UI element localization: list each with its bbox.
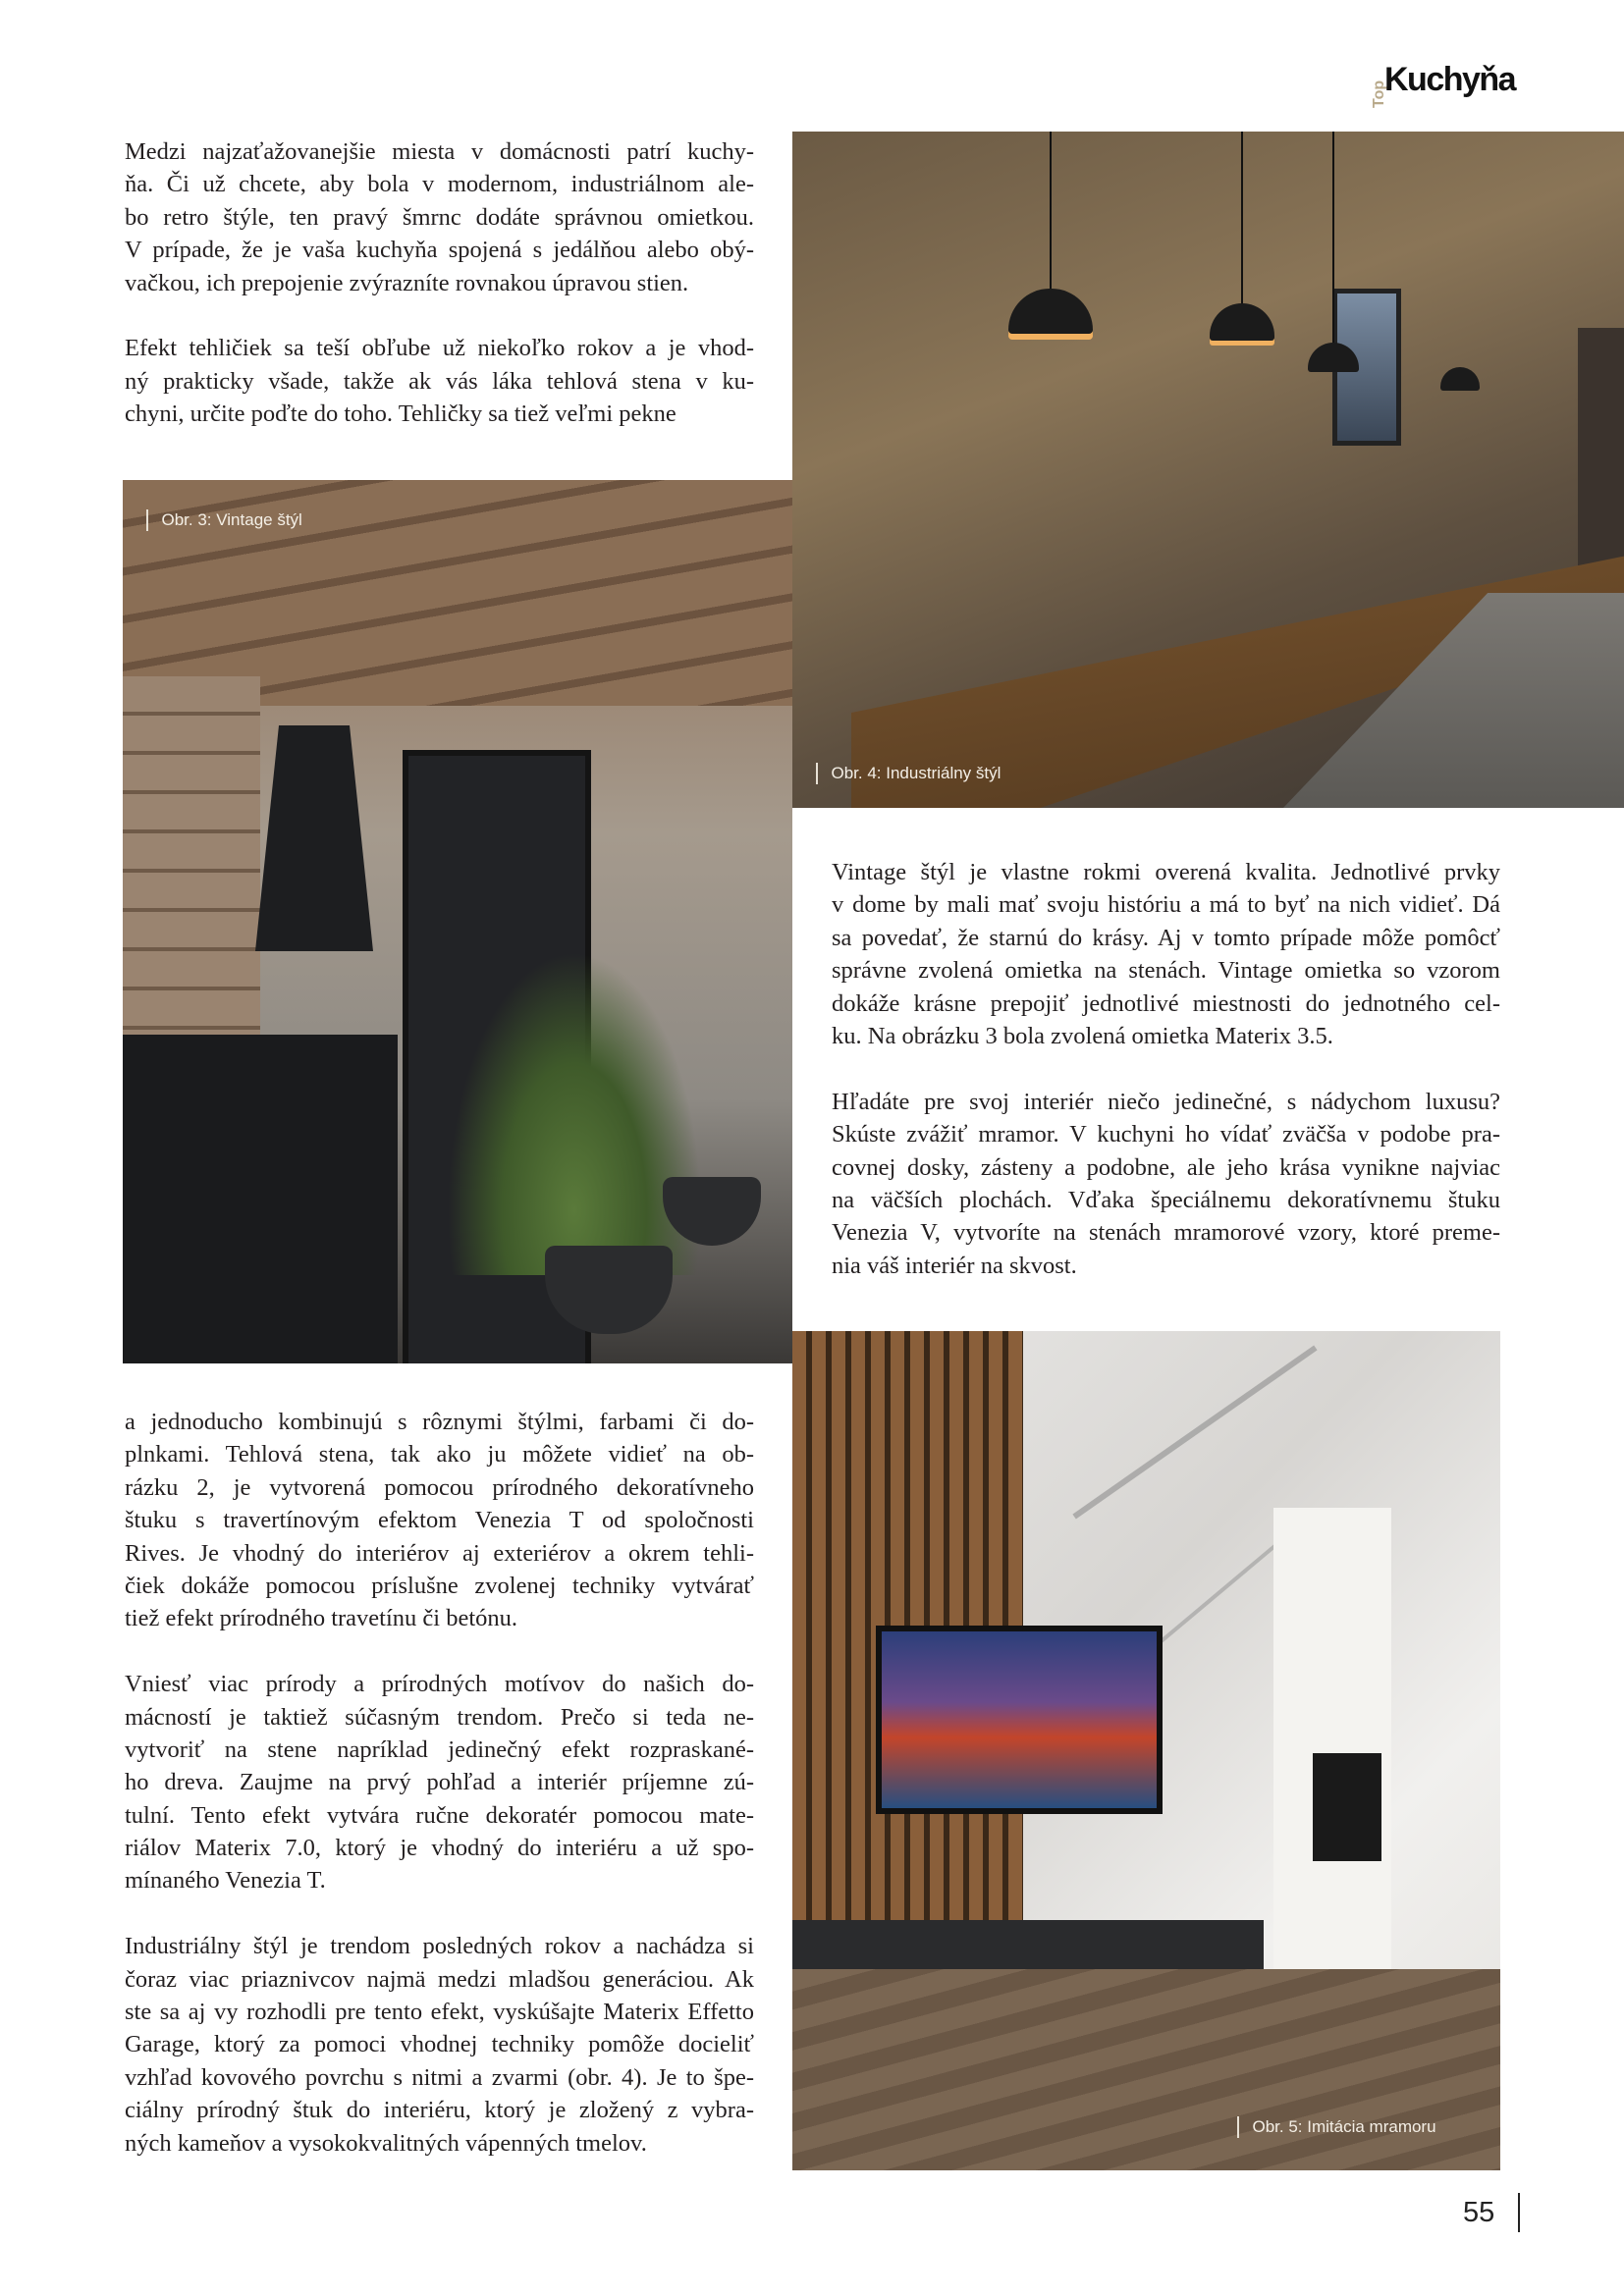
fireplace xyxy=(1273,1508,1391,1969)
text-line: nia váš interiér na skvost. xyxy=(832,1252,1077,1279)
text-line: a jednoducho kombinujú s rôznymi štýlmi, farbami či do- xyxy=(125,1409,754,1435)
figure-5-caption xyxy=(1237,2116,1436,2138)
television xyxy=(876,1626,1163,1814)
text-line: riálov Materix 7.0, ktorý je vhodný do interiéru a už spo- xyxy=(125,1835,754,1862)
paragraph xyxy=(125,1930,754,2160)
paragraph xyxy=(832,856,1500,1052)
text-line: ciálny prírodný štuk do interiéru, ktorý je zložený z vybra- xyxy=(125,2097,754,2124)
text-line: Garage, ktorý za pomoci vhodnej techniky pomôže docieliť xyxy=(125,2031,754,2058)
text-line: tiež efekt prírodného travetínu či betónu. xyxy=(125,1605,518,1632)
paragraph xyxy=(125,1668,754,1897)
text-line: Venezia V, vytvoríte na stenách mramorové vzory, ktoré preme- xyxy=(832,1219,1500,1247)
text-line: Medzi najzaťažovanejšie miesta v domácnosti patrí kuchy- xyxy=(125,138,754,165)
text-line: Rives. Je vhodný do interiérov aj exteriérov a okrem tehli- xyxy=(125,1539,754,1567)
text-line: Efekt tehličiek sa teší obľube už niekoľko rokov a je vhod- xyxy=(125,335,754,362)
page-number-divider xyxy=(1518,2193,1520,2232)
figure-3-caption-text: Obr. 3: Vintage štýl xyxy=(161,510,302,529)
text-line: vytvoriť na stene napríklad jedinečný efekt rozpraskané- xyxy=(125,1735,754,1763)
text-line: mínaného Venezia T. xyxy=(125,1867,326,1895)
text-line: Industriálny štýl je trendom posledných rokov a nachádza si xyxy=(125,1933,754,1960)
text-line: čoraz viac priaznivcov najmä medzi mladšou generáciou. Ak xyxy=(125,1965,754,1993)
text-line: mácností je taktiež súčasným trendom. Prečo si teda ne- xyxy=(125,1703,754,1731)
text-line: Skúste zvážiť mramor. V kuchyni ho vídať zväčša v podobe pra- xyxy=(832,1121,1500,1148)
figure-5-caption-text: Obr. 5: Imitácia mramoru xyxy=(1252,2117,1436,2136)
logo-name: Kuchyňa xyxy=(1384,61,1516,98)
figure-3-vintage-kitchen-photo xyxy=(123,480,792,1363)
text-line: na väčších plochách. Vďaka špeciálnemu dekoratívnemu štuku xyxy=(832,1186,1500,1213)
wood-floor xyxy=(792,1969,1500,2170)
range-hood xyxy=(255,725,373,951)
text-line: rázku 2, je vytvorená pomocou prírodného dekoratívneho xyxy=(125,1473,754,1501)
fireplace-opening xyxy=(1313,1753,1381,1861)
figure-3-caption xyxy=(146,509,302,531)
text-line: Hľadáte pre svoj interiér niečo jedinečné, s nádychom luxusu? xyxy=(832,1088,1500,1115)
figure-4-caption xyxy=(816,763,1001,784)
pendant-lamp xyxy=(1008,289,1093,334)
text-line: Vniesť viac prírody a prírodných motívov do našich do- xyxy=(125,1671,754,1698)
caption-divider xyxy=(1237,2116,1239,2138)
figure-5-marble-wall-photo xyxy=(792,1331,1500,2170)
marble-vein xyxy=(1072,1346,1317,1520)
text-line: čiek dokáže pomocou príslušne zvolenej techniky vytvárať xyxy=(125,1572,754,1599)
caption-divider xyxy=(146,509,148,531)
text-line: ho dreva. Zaujme na prvý pohľad a interiér príjemne zú- xyxy=(125,1769,754,1796)
text-line: vzhľad kovového povrchu s nitmi a zvarmi (obr. 4). Je to špe- xyxy=(125,2063,754,2091)
left-column-top-text xyxy=(125,135,754,463)
text-line: plnkami. Tehlová stena, tak ako ju môžete vidieť na ob- xyxy=(125,1441,754,1468)
text-line: vačkou, ich prepojenie zvýrazníte rovnakou úpravou stien. xyxy=(125,269,689,296)
text-line: ňa. Či už chcete, aby bola v modernom, industriálnom ale- xyxy=(125,171,754,198)
text-line: V prípade, že je vaša kuchyňa spojená s jedálňou alebo obý- xyxy=(125,237,754,264)
figure-4-caption-text: Obr. 4: Industriálny štýl xyxy=(831,764,1001,782)
text-line: covnej dosky, zásteny a podobne, ale jeho krása vynikne najviac xyxy=(832,1153,1500,1181)
text-line: bo retro štýle, ten pravý šmrnc dodáte správnou omietkou. xyxy=(125,203,754,231)
figure-4-industrial-kitchen-photo xyxy=(792,132,1624,808)
paragraph xyxy=(125,135,754,299)
magazine-logo xyxy=(1371,59,1528,110)
pendant-lamp xyxy=(1332,132,1334,347)
text-line: tulní. Tento efekt vytvára ručne dekoratér pomocou mate- xyxy=(125,1801,754,1829)
snake-plant xyxy=(447,951,702,1275)
text-line: sa povedať, že starnú do krásy. Aj v tomto prípade môže pomôcť xyxy=(832,924,1500,951)
pendant-lamp xyxy=(1241,132,1243,308)
text-line: štuku s travertínovým efektom Venezia T od spoločnosti xyxy=(125,1507,754,1534)
text-line: ný prakticky všade, takže ak vás láka tehlová stena v ku- xyxy=(125,367,754,395)
text-line: ste sa aj vy rozhodli pre tento efekt, vyskúšajte Materix Effetto xyxy=(125,1999,754,2026)
right-column-text xyxy=(832,856,1500,1314)
paragraph xyxy=(832,1086,1500,1282)
pendant-lamp xyxy=(1210,303,1274,341)
text-line: ku. Na obrázku 3 bola zvolená omietka Materix 3.5. xyxy=(832,1022,1333,1049)
caption-divider xyxy=(816,763,818,784)
paragraph xyxy=(125,1406,754,1635)
kitchen-cabinet xyxy=(123,1035,398,1363)
text-line: ných kameňov a vysokokvalitných vápenných tmelov. xyxy=(125,2129,647,2157)
text-line: správne zvolená omietka na stenách. Vintage omietka so vzorom xyxy=(832,957,1500,985)
page-number: 55 xyxy=(1463,2197,1495,2228)
pendant-lamp xyxy=(1050,132,1052,298)
left-column-bottom-text xyxy=(125,1406,754,2192)
logo-top-text: Top xyxy=(1371,80,1387,108)
paragraph xyxy=(125,332,754,430)
text-line: v dome by mali mať svoju históriu a má to byť na nich vidieť. Dá xyxy=(832,891,1500,919)
text-line: dokáže krásne prepojiť jednotlivé miestnosti do jednotného cel- xyxy=(832,989,1500,1017)
text-line: Vintage štýl je vlastne rokmi overená kvalita. Jednotlivé prvky xyxy=(832,859,1500,885)
text-line: chyni, určite poďte do toho. Tehličky sa tiež veľmi pekne xyxy=(125,400,677,428)
log-wall xyxy=(123,676,260,1089)
pendant-lamp xyxy=(1440,367,1480,391)
